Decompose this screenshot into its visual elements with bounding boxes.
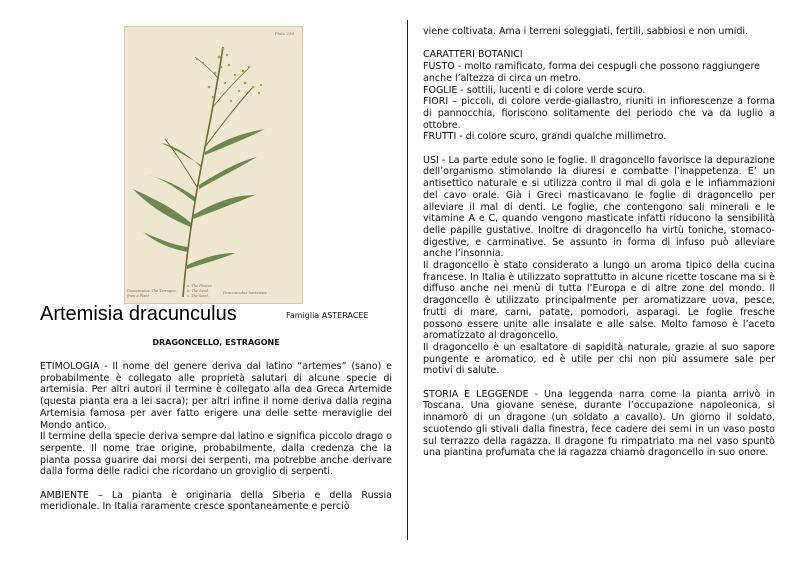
species-title: Artemisia dracunculus: [40, 303, 237, 325]
botanical-illustration: [124, 26, 303, 304]
etimologia-species-paragraph: Il termine della specie deriva sempre dal latino e significa piccolo drago o serpente. Il nome trae origine, probabilmente, dalla credenza che la pianta possa guarire dai morsi dei serpenti, ma potrebbe anche derivare dalla forma delle radici che ricordano un groviglio di serpenti.: [40, 431, 392, 478]
foglie-paragraph: FOGLIE - sottili, lucenti e di colore verde scuro.: [423, 84, 646, 96]
usi-sapidita-paragraph: Il dragoncello è un esaltatore di sapidità naturale, grazie al suo sapore pungente e aromatico, ed è utile per chi non più assumere sale per motivi di salute.: [423, 341, 775, 377]
ambiente-paragraph: AMBIENTE – La pianta è originaria della Siberia e della Russia meridionale. In Italia raramente cresce spontaneamente e perciò: [40, 489, 392, 513]
etimologia-paragraph: ETIMOLOGIA - Il nome del genere deriva dal latino “artemes” (sano) e probabilmente è collegato alle proprietà salutari di alcune specie di artemisia. Per altri autori il termine è collegato alla dea Greca Artemide (questa pianta era a lei sacra); per altri infine il nome deriva dalla regina Artemisia famosa per aver fatto erigere una delle sette meraviglie del Mondo antico.: [40, 361, 392, 431]
common-names-heading: DRAGONCELLO, ESTRAGONE: [152, 338, 280, 347]
plate-number: Plate 218: [274, 31, 294, 36]
fiori-paragraph: FIORI – piccoli, di colore verde-giallastro, riuniti in infiorescenze a forma di pannocchia, fioriscono solitamente del periodo che va da luglio a ottobre.: [423, 96, 775, 131]
tarragon-plant-drawing: [125, 27, 302, 303]
plate-caption-mid: a. The Flower. b. The Seed. c. The Seed.: [187, 284, 213, 298]
plate-caption-left: Dracunculus. The Tarragon, from a Plant: [127, 289, 177, 298]
plate-caption-right: Dracunculus hortensis.: [223, 290, 268, 295]
column-divider: [407, 20, 408, 540]
botanical-heading: CARATTERI BOTANICI: [423, 49, 523, 61]
family-label: Famiglia ASTERACEE: [286, 311, 369, 320]
usi-cucina-paragraph: Il dragoncello è stato considerato a lungo un aroma tipico della cucina francese. In Italia è utilizzato soprattutto in alcune ricette toscane ma si è diffuso anche nei menù di tutta l’Europa e di altre zone del mondo. Il dragoncello è utilizzato principalmente per aromatizzare uova, pesce, frutti di mare, carni, patate, pomodori, asparagi. Le foglie fresche possono essere unite alle insalate e alle salse. Molto famoso è l’aceto aromatizzato al dragoncello.: [423, 260, 775, 342]
usi-paragraph: USI - La parte edule sono le foglie. Il dragoncello favorisce la depurazione dell’organismo stimolando la diuresi e combatte l’inappetenza. E’ un antisettico naturale e si utilizza contro il mal di gola e le infiammazioni del cavo orale. Già i Greci masticavano le foglie di dragoncello per alleviare il mal di denti. Le foglie, che contengono sali minerali e le vitamine A e C, quando vengono masticate infatti riducono la sensibilità delle papille gustative. Inoltre di dragoncello ha virtù toniche, stomaco-digestive, e carminative. Se assunto in forma di infuso può alleviare anche l’insonnia.: [423, 154, 775, 260]
left-column: [40, 361, 392, 513]
frutti-paragraph: FRUTTI - di colore scuro, grandi qualche millimetro.: [423, 131, 667, 143]
fusto-paragraph: FUSTO - molto ramificato, forma dei cespugli che possono raggiungere anche l’altezza di circa un metro.: [423, 61, 761, 84]
ambiente-continued: viene coltivata. Ama i terreni soleggiati, fertili, sabbiosi e non umidi.: [423, 26, 749, 37]
storia-paragraph: STORIA E LEGGENDE - Una leggenda narra come la pianta arrivò in Toscana. Una giovane senese, durante l’occupazione napoleonica, si innamorò di un dragone (un soldato a cavallo). Un giorno il soldato, scuotendo gli stivali dalla finestra, fece cadere dei semi in un vaso posto sul terrazzo della ragazza. Il dragone fu rimpatriato ma nel vaso spuntò una piantina profumata che la ragazza chiamò dragoncello in suo onore.: [423, 388, 775, 459]
right-column: [423, 26, 775, 459]
